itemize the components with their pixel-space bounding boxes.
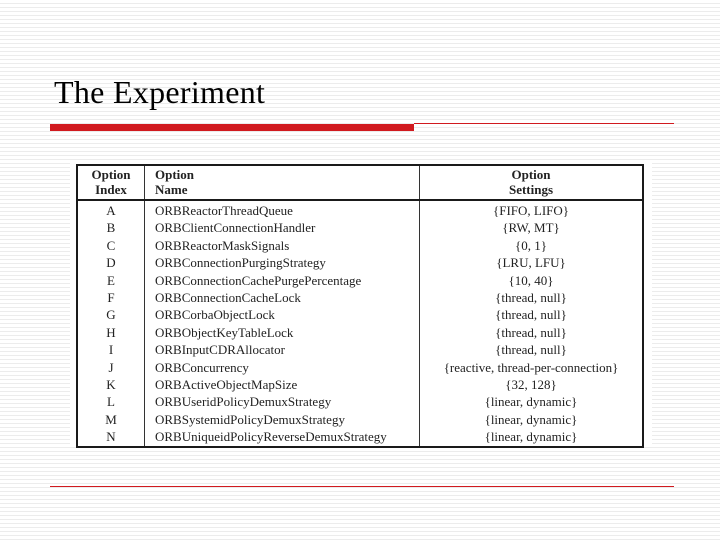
cell-option-index: B [77, 219, 145, 236]
cell-option-settings: {thread, null} [495, 342, 567, 358]
table-header-row [77, 165, 643, 200]
cell-option-name: ORBUniqueidPolicyReverseDemuxStrategy [145, 428, 420, 446]
cell-option-index: C [77, 237, 145, 254]
options-table-frame [70, 160, 652, 446]
table-row [77, 306, 643, 323]
cell-option-settings: {reactive, thread-per-connection} [443, 359, 619, 375]
footer-rule [50, 486, 674, 487]
header-option-settings [420, 165, 644, 200]
cell-option-settings: {RW, MT} [502, 220, 560, 236]
cell-option-name: ORBClientConnectionHandler [145, 219, 420, 236]
header-line: Settings [508, 182, 554, 197]
cell-option-settings: {10, 40} [508, 272, 554, 288]
cell-option-index: L [77, 393, 145, 410]
options-table [76, 164, 644, 448]
title-underline-thin [414, 123, 674, 124]
cell-option-index: D [77, 254, 145, 271]
cell-option-index: G [77, 306, 145, 323]
table-row [77, 428, 643, 446]
cell-option-name: ORBInputCDRAllocator [145, 341, 420, 358]
cell-option-index: H [77, 324, 145, 341]
cell-option-name: ORBReactorMaskSignals [145, 237, 420, 254]
header-line: Name [155, 182, 188, 197]
table-row [77, 359, 643, 376]
header-line: Option [91, 167, 131, 182]
table-row [77, 219, 643, 236]
table-row [77, 324, 643, 341]
header-line: Index [95, 182, 127, 197]
table-row [77, 254, 643, 271]
cell-option-index: F [77, 289, 145, 306]
cell-option-settings: {linear, dynamic} [484, 411, 578, 427]
cell-option-name: ORBActiveObjectMapSize [145, 376, 420, 393]
cell-option-index: N [77, 428, 145, 446]
table-row [77, 393, 643, 410]
table-row [77, 411, 643, 428]
slide-title: The Experiment [54, 74, 266, 110]
cell-option-settings: {32, 128} [505, 377, 557, 393]
header-line: Option [511, 167, 551, 182]
table-row [77, 289, 643, 306]
cell-option-index: E [77, 272, 145, 289]
cell-option-settings: {thread, null} [495, 324, 567, 340]
cell-option-settings: {0, 1} [515, 237, 547, 253]
cell-option-settings: {linear, dynamic} [484, 429, 578, 445]
cell-option-index: I [77, 341, 145, 358]
cell-option-name: ORBConnectionCacheLock [145, 289, 420, 306]
header-option-name [145, 165, 420, 200]
cell-option-settings: {linear, dynamic} [484, 394, 578, 410]
header-option-index [77, 165, 145, 200]
cell-option-name: ORBCorbaObjectLock [145, 306, 420, 323]
cell-option-name: ORBConcurrency [145, 359, 420, 376]
header-line: Option [155, 167, 195, 182]
cell-option-settings: {thread, null} [495, 290, 567, 306]
cell-option-index: M [77, 411, 145, 428]
cell-option-settings: {LRU, LFU} [496, 255, 566, 271]
cell-option-settings: {thread, null} [495, 307, 567, 323]
cell-option-name: ORBUseridPolicyDemuxStrategy [145, 393, 420, 410]
cell-option-name: ORBObjectKeyTableLock [145, 324, 420, 341]
cell-option-name: ORBReactorThreadQueue [145, 200, 420, 219]
cell-option-index: K [77, 376, 145, 393]
cell-option-name: ORBConnectionPurgingStrategy [145, 254, 420, 271]
cell-option-index: J [77, 359, 145, 376]
title-underline-thick [50, 124, 414, 131]
cell-option-name: ORBConnectionCachePurgePercentage [145, 272, 420, 289]
cell-option-name: ORBSystemidPolicyDemuxStrategy [145, 411, 420, 428]
table-row [77, 341, 643, 358]
table-body [77, 200, 643, 447]
table-row [77, 237, 643, 254]
cell-option-settings: {FIFO, LIFO} [492, 203, 570, 218]
table-row [77, 376, 643, 393]
table-row [77, 200, 643, 219]
cell-option-index: A [77, 200, 145, 219]
table-row [77, 272, 643, 289]
